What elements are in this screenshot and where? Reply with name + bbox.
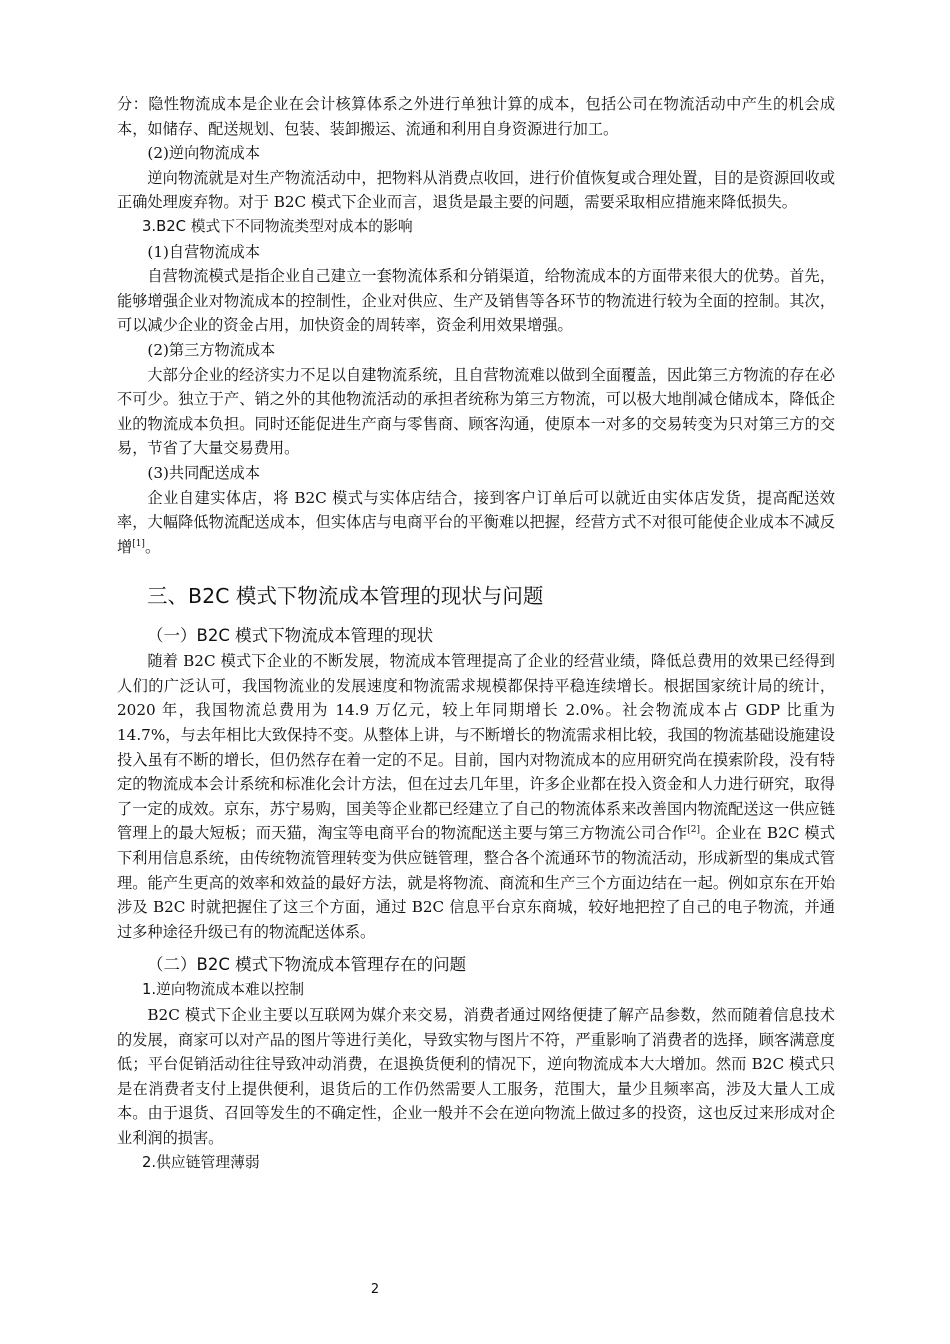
page-number: 2 bbox=[370, 1282, 380, 1297]
subsection-heading-problems: （二）B2C 模式下物流成本管理存在的问题 bbox=[147, 955, 467, 975]
paragraph-text: 企业自建实体店，将 B2C 模式与实体店结合，接到客户订单后可以就近由实体店发货，提高配送效率，大幅降低物流配送成本，但实体店与电商平台的平衡难以把握，经营方式不对很可能使企业成本不减反增 bbox=[117, 488, 835, 556]
heading-reverse-cost-control: 1.逆向物流成本难以控制 bbox=[142, 981, 305, 999]
heading-supply-chain-weak: 2.供应链管理薄弱 bbox=[142, 1153, 260, 1171]
section-heading-3: 三、B2C 模式下物流成本管理的现状与问题 bbox=[147, 584, 544, 609]
heading-logistics-types: 3.B2C 模式下不同物流类型对成本的影响 bbox=[142, 217, 413, 235]
citation-ref-2: [2] bbox=[687, 825, 700, 836]
subsection-heading-status: （一）B2C 模式下物流成本管理的现状 bbox=[147, 626, 434, 646]
document-page bbox=[117, 92, 835, 1175]
citation-ref-1: [1] bbox=[132, 538, 145, 549]
paragraph-status bbox=[117, 649, 835, 944]
subheading-self-operated: (1)自营物流成本 bbox=[147, 242, 261, 261]
paragraph-reverse-cost-control: B2C 模式下企业主要以互联网为媒介来交易，消费者通过网络便捷了解产品参数，然而随着信息技术的发展，商家可以对产品的图片等进行美化，导致实物与图片不符，严重影响了消费者的选择，顾客满意度低；平台促销活动往往导致冲动消费，在退换货便利的情况下，逆向物流成本大大增加。然而 B2C 模式只是在消费者支付上提供便利，退货后的工作仍然需要人工服务，范围大，量少且频率高，涉及大量人工成本。由于退货、召回等发生的不确定性，企业一般并不会在逆向物流上做过多的投资，这也反过来形成对企业利润的损害。 bbox=[117, 1006, 835, 1147]
paragraph-text-cont: 。企业在 B2C 模式下利用信息系统，由传统物流管理转变为供应链管理，整合各个流通环节的物流活动，形成新型的集成式管理。能产生更高的效率和效益的最好方法，就是将物流、商流和生产三个方面边结在一起。例如京东在开始涉及 B2C 时就把握住了这三个方面，通过 B2C 信息平台京东商城，较好地把控了自己的电子物流，并通过多种途径升级已有的物流配送体系。 bbox=[117, 824, 836, 941]
paragraph-third-party: 大部分企业的经济实力不足以自建物流系统，且自营物流难以做到全面覆盖，因此第三方物流的存在必不可少。独立于产、销之外的其他物流活动的承担者统称为第三方物流，可以极大地削减仓储成本，降低企业的物流成本负担。同时还能促进生产商与零售商、顾客沟通，使原本一对多的交易转变为只对第三方的交易，节省了大量交易费用。 bbox=[117, 365, 835, 458]
paragraph-text: 随着 B2C 模式下企业的不断发展，物流成本管理提高了企业的经营业绩，降低总费用的效果已经得到人们的广泛认可，我国物流业的发展速度和物流需求规模都保持平稳连续增长。根据国家统计局的统计，2020 年，我国物流总费用为 14.9 万亿元，较上年同期增长 2.0%。社会物流成本占 GDP 比重为 14.7%，与去年相比大致保持不变。从整体上讲，与不断增长的物流需求相比较，我国的物流基础设施建设投入虽有不断的增长，但仍然存在着一定的不足。目前，国内对物流成本的应用研究尚在摸索阶段，没有特定的物流成本会计系统和标准化会计方法，但在过去几年里，许多企业都在投入资金和人力进行研究，取得了一定的成效。京东，苏宁易购，国美等企业都已经建立了自己的物流体系来改善国内物流配送这一供应链管理上的最大短板；而天猫，淘宝等电商平台的物流配送主要与第三方物流公司合作 bbox=[117, 652, 835, 843]
paragraph-self-operated: 自营物流模式是指企业自己建立一套物流体系和分销渠道，给物流成本的方面带来很大的优势。首先，能够增强企业对物流成本的控制性，企业对供应、生产及销售等各环节的物流进行较为全面的控制。其次，可以减少企业的资金占用，加快资金的周转率，资金利用效果增强。 bbox=[117, 267, 835, 335]
subheading-reverse-logistics-cost: (2)逆向物流成本 bbox=[147, 144, 261, 163]
paragraph-joint-delivery bbox=[117, 486, 835, 560]
subheading-third-party: (2)第三方物流成本 bbox=[147, 340, 276, 359]
paragraph-reverse-logistics: 逆向物流就是对生产物流活动中，把物料从消费点收回，进行价值恢复或合理处置，目的是资源回收或正确处理废弃物。对于 B2C 模式下企业而言，退货是最主要的问题，需要采取相应措施来降低损失。 bbox=[117, 168, 835, 212]
paragraph-hidden-cost-cont: 分：隐性物流成本是企业在会计核算体系之外进行单独计算的成本，包括公司在物流活动中产生的机会成本，如储存、配送规划、包装、装卸搬运、流通和利用自身资源进行加工。 bbox=[117, 95, 835, 138]
subheading-joint-delivery: (3)共同配送成本 bbox=[147, 463, 261, 482]
paragraph-end: 。 bbox=[144, 537, 161, 556]
